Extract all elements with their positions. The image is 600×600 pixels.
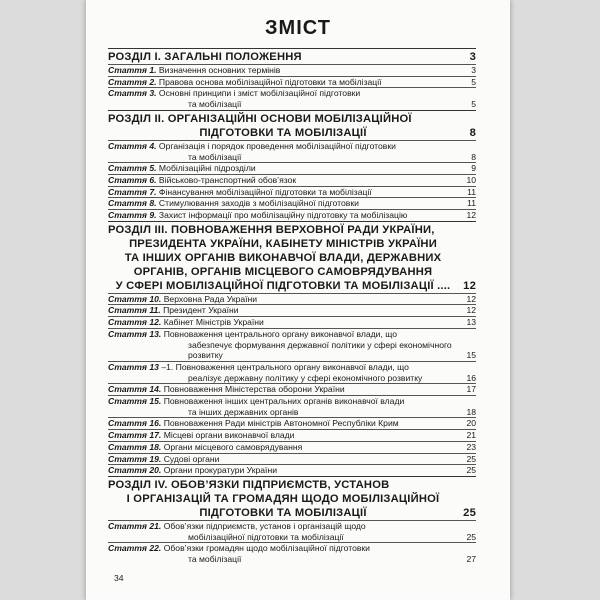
article-label: Стаття 13 — [108, 328, 159, 339]
article-title-line: Президент України — [163, 305, 239, 316]
article-page-number: 11 — [467, 186, 476, 197]
article-title-line: Захист інформації про мобілізаційну підготовку та мобілізацію — [158, 210, 408, 221]
article-page-number: 9 — [471, 163, 476, 174]
toc-article-row: Стаття 8. Стимулювання заходів з мобілізаційної підготовки 11 — [108, 198, 476, 209]
section-heading-line: ПІДГОТОВКИ ТА МОБІЛІЗАЦІЇ — [199, 506, 367, 519]
toc-article-row: Стаття 15. Повноваження інших центральних органів виконавчої влади та інших державних органів 18 — [108, 396, 476, 417]
article-title-line: Місцеві органи виконавчої влади — [163, 430, 295, 441]
toc-article-row: Стаття 17. Місцеві органи виконавчої влади 21 — [108, 430, 476, 441]
toc-article-row: Стаття 11. Президент України 12 — [108, 305, 476, 316]
article-label: Стаття 14 — [108, 384, 159, 395]
toc-article-row: Стаття 10. Верховна Рада України 12 — [108, 293, 476, 304]
toc-article-row: Стаття 21. Обов’язки підприємств, установ і організацій щодо мобілізаційної підготовки та мобілізації 25 — [108, 520, 476, 542]
article-title-line: розвитку — [188, 350, 223, 361]
section-heading-line: ПРЕЗИДЕНТА УКРАЇНИ, КАБІНЕТУ МІНІСТРІВ УКРАЇНИ — [129, 237, 437, 250]
article-label: Стаття 9 — [108, 210, 155, 221]
toc-article-row: Стаття 2. Правова основа мобілізаційної підготовки та мобілізації 5 — [108, 76, 476, 87]
section-heading-line: ПІДГОТОВКИ ТА МОБІЛІЗАЦІЇ — [199, 126, 367, 139]
toc-article-row: Стаття 18. Органи місцевого самоврядування 23 — [108, 441, 476, 452]
article-title-line: Верховна Рада України — [163, 293, 258, 304]
section-page-number: 12 — [463, 279, 476, 292]
section-heading-line: РОЗДІЛ IV. ОБОВ’ЯЗКИ ПІДПРИЄМСТВ, УСТАНОВ — [108, 478, 390, 491]
section-heading-line: У СФЕРІ МОБІЛІЗАЦІЙНОЇ ПІДГОТОВКИ ТА МОБІЛІЗАЦІЇ .... — [115, 279, 451, 292]
article-title-line: Обов’язки підприємств, установ і організацій щодо — [163, 520, 366, 531]
section-page-number: 8 — [469, 126, 476, 139]
article-page-number: 27 — [466, 554, 476, 565]
article-label: Стаття 13 — [108, 361, 159, 372]
toc-article-row: Стаття 13. Повноваження центрального органу виконавчої влади, що забезпечує формування державної політики у сфері економічного розвитку 15 — [108, 328, 476, 361]
article-label: Стаття 15 — [108, 396, 159, 407]
page-number: 34 — [114, 573, 124, 583]
article-page-number: 12 — [466, 210, 476, 221]
article-title-line: Кабінет Міністрів України — [163, 317, 264, 328]
article-page-number: 25 — [466, 465, 476, 476]
section-heading-line: ТА ІНШИХ ОРГАНІВ ВИКОНАВЧОЇ ВЛАДИ, ДЕРЖАВНИХ — [124, 251, 442, 264]
article-title-line: Правова основа мобілізаційної підготовки та мобілізації — [158, 76, 382, 87]
toc-article-row: Стаття 5. Мобілізаційні підрозділи 9 — [108, 163, 476, 174]
toc-article-row: Стаття 7. Фінансування мобілізаційної підготовки та мобілізації 11 — [108, 186, 476, 197]
article-title-line: Мобілізаційні підрозділи — [158, 163, 256, 174]
article-label: Стаття 4 — [108, 140, 155, 151]
article-page-number: 5 — [471, 76, 476, 87]
article-label: Стаття 17 — [108, 430, 159, 441]
toc-article-row: Стаття 14. Повноваження Міністерства оборони України 17 — [108, 384, 476, 395]
article-label: Стаття 6 — [108, 174, 155, 185]
section-heading-line: РОЗДІЛ ІІ. ОРГАНІЗАЦІЙНІ ОСНОВИ МОБІЛІЗАЦІЙНОЇ — [108, 112, 412, 125]
toc-article-row: Стаття 12. Кабінет Міністрів України 13 — [108, 317, 476, 328]
section-page-number: 25 — [463, 506, 476, 519]
article-label: Стаття 8 — [108, 198, 155, 209]
article-title-line: Повноваження інших центральних органів виконавчої влади — [163, 396, 405, 407]
article-page-number: 18 — [466, 406, 476, 417]
toc-section — [108, 48, 476, 110]
toc-section — [108, 221, 476, 476]
article-label: Стаття 18 — [108, 441, 159, 452]
article-page-number: 8 — [471, 151, 476, 162]
toc-article-row: Стаття 19. Судові органи 25 — [108, 453, 476, 464]
article-page-number: 25 — [466, 453, 476, 464]
article-page-number: 17 — [466, 384, 476, 395]
article-title-line: Організація і порядок проведення мобілізаційної підготовки — [158, 140, 396, 151]
section-heading — [108, 112, 476, 140]
section-heading-line: РОЗДІЛ ІІІ. ПОВНОВАЖЕННЯ ВЕРХОВНОЇ РАДИ УКРАЇНИ, — [108, 223, 435, 236]
article-page-number: 11 — [467, 198, 476, 209]
section-heading-line: РОЗДІЛ І. ЗАГАЛЬНІ ПОЛОЖЕННЯ — [108, 51, 302, 63]
article-title-line: –1. Повноваження центрального органу виконавчої влади, що — [161, 361, 409, 372]
article-page-number: 13 — [466, 317, 476, 328]
article-title-line: та мобілізації — [188, 151, 242, 162]
toc-article-row: Стаття 9. Захист інформації про мобілізаційну підготовку та мобілізацію 12 — [108, 210, 476, 221]
article-page-number: 15 — [466, 350, 476, 361]
article-label: Стаття 2 — [108, 76, 155, 87]
article-title-line: Стимулювання заходів з мобілізаційної підготовки — [158, 198, 359, 209]
toc-article-row: Стаття 22. Обов’язки громадян щодо мобілізаційної підготовки та мобілізації 27 — [108, 543, 476, 565]
article-label: Стаття 16 — [108, 418, 159, 429]
article-title-line: мобілізаційної підготовки та мобілізації — [188, 531, 344, 542]
article-page-number: 20 — [466, 418, 476, 429]
article-page-number: 25 — [466, 531, 476, 542]
toc-article-row: Стаття 16. Повноваження Ради міністрів Автономної Республіки Крим 20 — [108, 418, 476, 429]
article-title-line: Основні принципи і зміст мобілізаційної підготовки — [158, 88, 361, 99]
article-title-line: Фінансування мобілізаційної підготовки та мобілізації — [158, 186, 372, 197]
article-title-line: та мобілізації — [188, 99, 242, 110]
article-title-line: реалізує державну політику у сфері економічного розвитку — [188, 372, 423, 383]
toc-article-row — [108, 361, 476, 383]
toc-section — [108, 110, 476, 221]
page-title: ЗМІСТ — [265, 17, 331, 39]
table-of-contents — [108, 48, 476, 565]
article-title-line: Органи місцевого самоврядування — [163, 441, 303, 452]
toc-article-row: Стаття 20. Органи прокуратури України 25 — [108, 465, 476, 476]
article-page-number: 12 — [466, 305, 476, 316]
article-page-number: 16 — [466, 372, 476, 383]
article-page-number: 10 — [466, 174, 476, 185]
article-title-line: Повноваження Міністерства оборони України — [163, 384, 345, 395]
article-title-line: Обов’язки громадян щодо мобілізаційної підготовки — [163, 543, 370, 554]
article-label: Стаття 1 — [108, 65, 155, 75]
article-title-line: та інших державних органів — [188, 406, 299, 417]
article-title-line: забезпечує формування державної політики у сфері економічного — [188, 339, 452, 350]
article-title-line: Визначення основних термінів — [158, 65, 281, 75]
article-label: Стаття 21 — [108, 520, 159, 531]
article-page-number: 5 — [471, 99, 476, 110]
article-page-number: 21 — [466, 430, 476, 441]
section-heading — [108, 50, 476, 64]
article-label: Стаття 12 — [108, 317, 159, 328]
toc-article-row: Стаття 1. Визначення основних термінів 3 — [108, 65, 476, 75]
article-title-line: Органи прокуратури України — [163, 465, 277, 476]
article-label: Стаття 11 — [108, 305, 159, 316]
article-label: Стаття 3 — [108, 88, 155, 99]
article-page-number: 12 — [466, 293, 476, 304]
toc-section — [108, 476, 476, 565]
article-label: Стаття 20 — [108, 465, 159, 476]
article-label: Стаття 10 — [108, 293, 159, 304]
toc-article-row: Стаття 6. Військово-транспортний обов’язок 10 — [108, 174, 476, 185]
article-label: Стаття 19 — [108, 453, 159, 464]
article-title-line: Повноваження Ради міністрів Автономної Республіки Крим — [163, 418, 399, 429]
section-page-number: 3 — [469, 51, 476, 63]
book-page — [86, 0, 510, 600]
article-page-number: 3 — [471, 65, 476, 75]
article-title-line: Повноваження центрального органу виконавчої влади, що — [163, 328, 397, 339]
section-heading — [108, 223, 476, 293]
toc-article-row: Стаття 3. Основні принципи і зміст мобілізаційної підготовки та мобілізації 5 — [108, 88, 476, 110]
toc-article-row: Стаття 4. Організація і порядок проведення мобілізаційної підготовки та мобілізації 8 — [108, 140, 476, 162]
article-label: Стаття 5 — [108, 163, 155, 174]
article-title-line: та мобілізації — [188, 554, 242, 565]
section-heading-line: І ОРГАНІЗАЦІЙ ТА ГРОМАДЯН ЩОДО МОБІЛІЗАЦІЙНОЇ — [126, 492, 440, 505]
section-heading-line: ОРГАНІВ, ОРГАНІВ МІСЦЕВОГО САМОВРЯДУВАННЯ — [133, 265, 433, 278]
article-label: Стаття 22 — [108, 543, 159, 554]
section-heading — [108, 478, 476, 520]
article-page-number: 23 — [466, 441, 476, 452]
article-title-line: Військово-транспортний обов’язок — [158, 174, 297, 185]
article-label: Стаття 7 — [108, 186, 155, 197]
article-title-line: Судові органи — [163, 453, 220, 464]
